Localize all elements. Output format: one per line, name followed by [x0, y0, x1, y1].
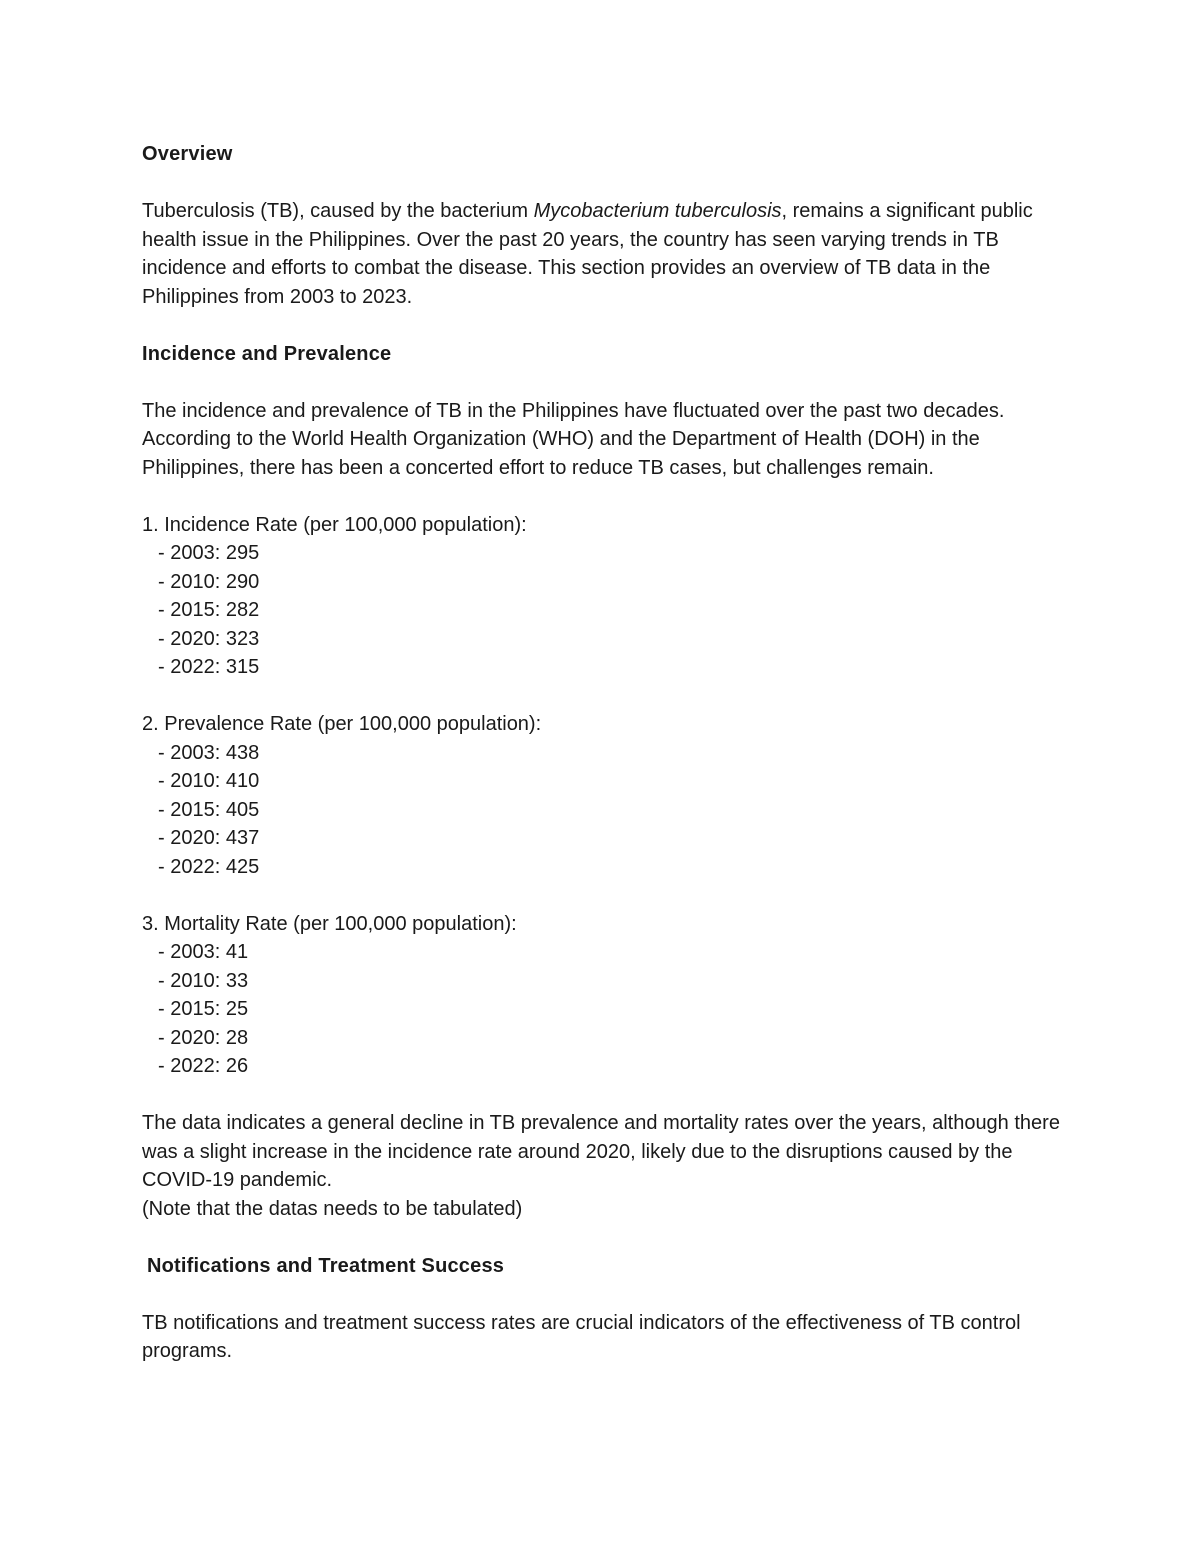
notifications-intro: TB notifications and treatment success rates are crucial indicators of the effectiveness of TB control programs. [142, 1311, 1021, 1362]
incidence-prevalence-heading: Incidence and Prevalence [142, 342, 392, 365]
incidence-conclusion: The data indicates a general decline in TB prevalence and mortality rates over the years, although there was a slight increase in the incidence rate around 2020, likely due to the disruptions caused by the COVID-19 pandemic. [142, 1112, 1060, 1191]
list-item: - 2015: 25 [158, 998, 249, 1020]
overview-italic-term: Mycobacterium tuberculosis [533, 200, 782, 222]
list-item: - 2022: 26 [158, 1055, 249, 1077]
document-page [142, 140, 1062, 1366]
overview-text-end: , remains a significant public health issue in the Philippines. Over the past 20 years, the country has seen varying trends in TB incidence and efforts to combat the disease. This section provides an overview of TB data in the Philippines from 2003 to 2023. [142, 200, 1033, 308]
prevalence-rate-list [142, 710, 1062, 881]
overview-paragraph [142, 197, 1062, 311]
list-item: - 2022: 425 [158, 855, 260, 878]
overview-heading: Overview [142, 143, 233, 165]
list-title: 1. Incidence Rate (per 100,000 population): [142, 513, 527, 536]
incidence-rate-list [142, 511, 1062, 682]
list-item: - 2015: 405 [158, 798, 260, 821]
notifications-heading: Notifications and Treatment Success [147, 1254, 505, 1277]
list-item: - 2020: 323 [158, 627, 260, 650]
list-title: 2. Prevalence Rate (per 100,000 population): [142, 713, 542, 735]
overview-text-start: Tuberculosis (TB), caused by the bacterium [142, 200, 534, 222]
mortality-rate-list [142, 910, 1062, 1081]
list-item: - 2020: 437 [158, 827, 260, 849]
list-item: - 2010: 33 [158, 969, 249, 992]
list-item: - 2010: 290 [158, 570, 260, 593]
list-item: - 2003: 41 [158, 941, 249, 963]
list-item: - 2020: 28 [158, 1026, 249, 1049]
list-item: - 2015: 282 [158, 599, 260, 621]
list-item: - 2022: 315 [158, 656, 260, 678]
incidence-prevalence-intro: The incidence and prevalence of TB in the Philippines have fluctuated over the past two decades. According to the World Health Organization (WHO) and the Department of Health (DOH) in the Philippines, there has been a concerted effort to reduce TB cases, but challenges remain. [142, 399, 1005, 479]
list-title: 3. Mortality Rate (per 100,000 population): [142, 912, 517, 935]
list-item: - 2010: 410 [158, 770, 260, 792]
list-item: - 2003: 438 [158, 741, 260, 764]
list-item: - 2003: 295 [158, 542, 260, 564]
tabulation-note: (Note that the datas needs to be tabulated) [142, 1197, 523, 1220]
